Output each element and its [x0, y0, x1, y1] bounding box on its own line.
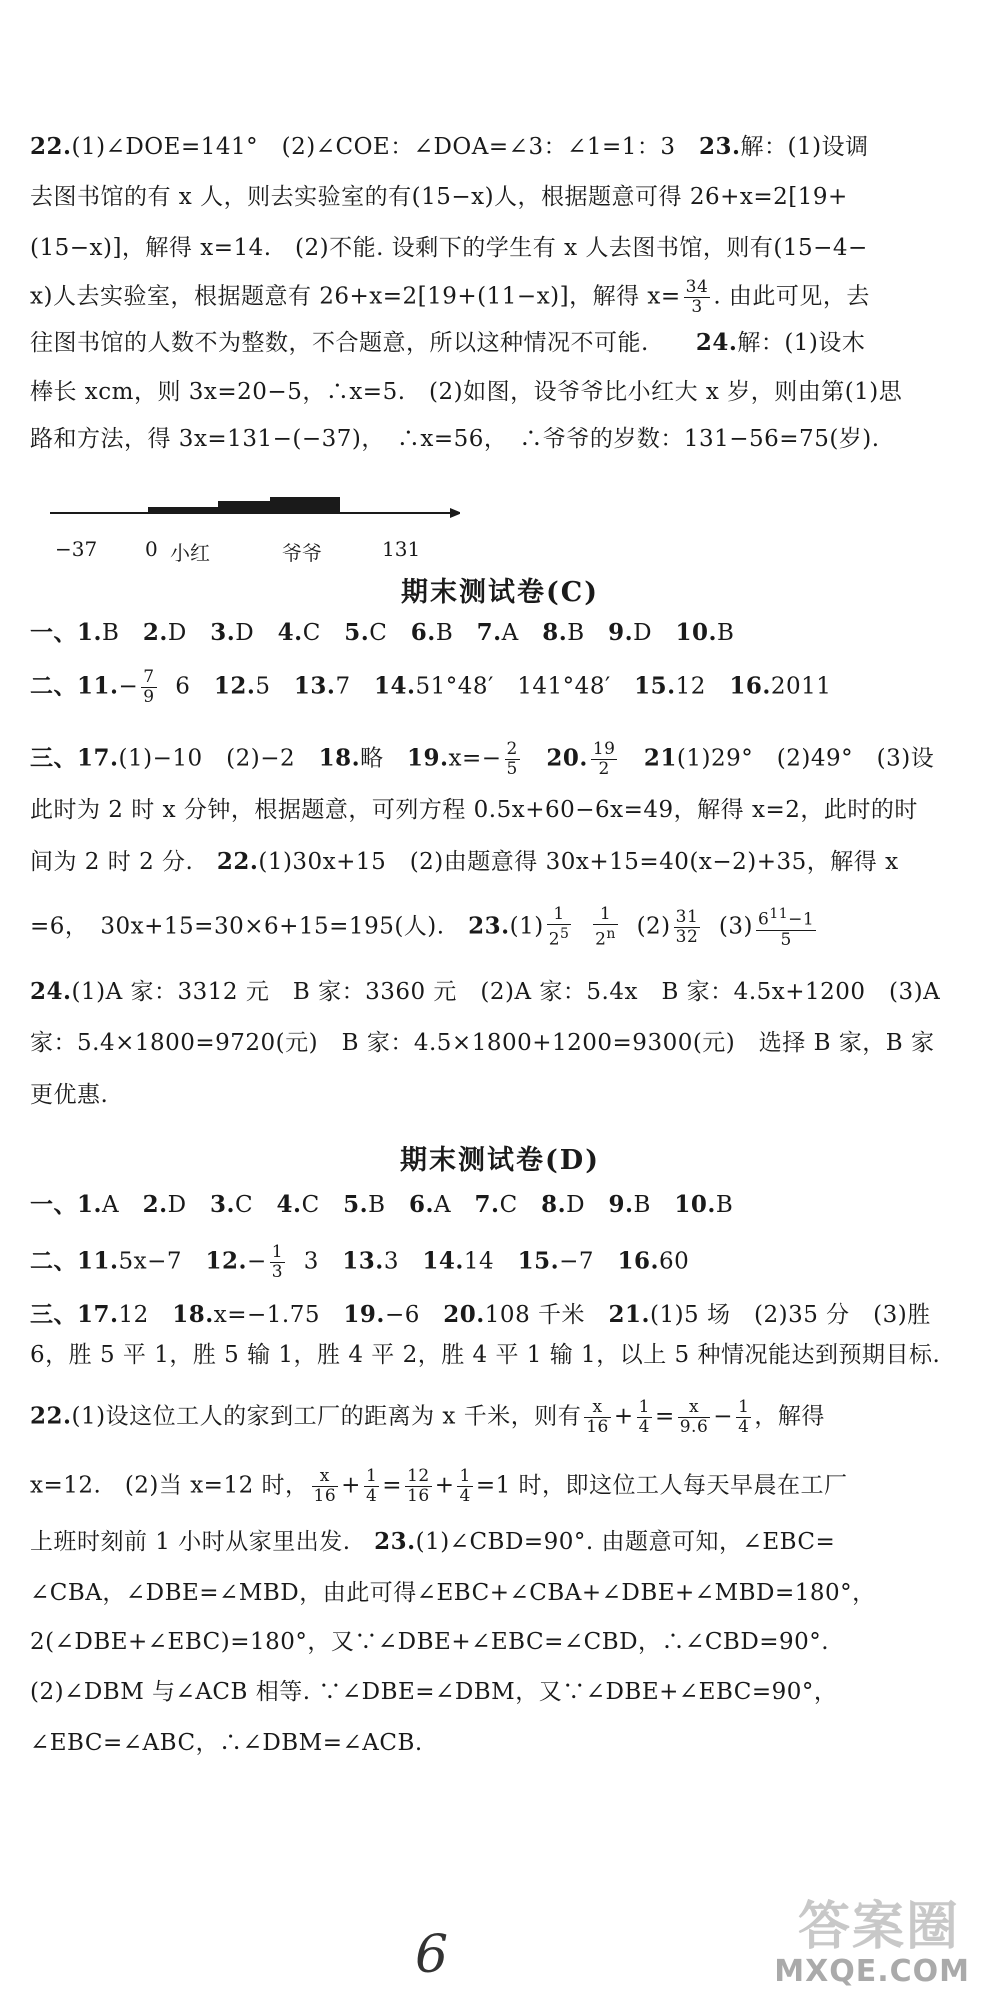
answer-line: x)人去实验室，根据题意有 26+x=2[19+(11−x)]，解得 x= $\frac{34}{3}$ . 由此可见，去 [30, 277, 870, 317]
answer-line: 去图书馆的有 x 人，则去实验室的有(15−x)人，根据题意可得 26+x=2[19+ [30, 184, 848, 210]
answer-line: 2(∠DBE+∠EBC)=180°，又∵∠DBE+∠EBC=∠CBD，∴∠CBD=90°. [30, 1629, 830, 1655]
fraction: $\frac{2}{5}$ [506, 739, 518, 779]
number-line-label: 小红 [170, 541, 210, 565]
section-title: 期末测试卷(D) [400, 1145, 600, 1176]
answer-row: 二、11.− $\frac{7}{9}$ 6 12.5 13.7 14.51°48′ 141°48′ 15.12 16.2011 [30, 667, 832, 707]
number-line-label: −37 [55, 537, 98, 561]
answer-line: 上班时刻前 1 小时从家里出发. 23.(1)∠CBD=90°. 由题意可知，∠EBC= [30, 1528, 836, 1555]
fraction: $\frac{x}{16}$ [313, 1466, 337, 1506]
number-line-label: 131 [382, 537, 421, 561]
answer-row: 三、17.12 18.x=−1.75 19.−6 20.108 千米 21.(1)5 场 (2)35 分 (3)胜 [30, 1301, 931, 1328]
answer-row: 一、1.A 2.D 3.C 4.C 5.B 6.A 7.C 8.D 9.B 10.B [30, 1191, 734, 1218]
segment-bar [270, 497, 340, 513]
number-line-figure [30, 495, 460, 565]
fraction: $\frac{31}{32}$ [675, 906, 699, 947]
fraction: $\frac{1}{3}$ [271, 1242, 284, 1282]
answer-line: =6， 30x+15=30×6+15=195(人). 23.(1) $\frac{1}{2^5}$ $\frac{1}{2^n}$ (2) $\frac{31}{32}$ (3) $\frac{6^{11}-1}{5}$ [30, 904, 815, 950]
answer-line: (15−x)]，解得 x=14. (2)不能. 设剩下的学生有 x 人去图书馆，则有(15−4− [30, 235, 868, 261]
answer-row: 三、17.(1)−10 (2)−2 18.略 19.x=− $\frac{2}{5}$ 20. $\frac{19}{2}$ 21(1)29° (2)49° (3)设 [30, 739, 935, 779]
answer-line: 6，胜 5 平 1，胜 5 输 1，胜 4 平 2，胜 4 平 1 输 1，以上 5 种情况能达到预期目标. [30, 1342, 941, 1368]
fraction: $\frac{x}{9.6}$ [679, 1397, 709, 1437]
watermark-site-text: MXQE.COM [774, 1954, 970, 1989]
answer-line: x=12. (2)当 x=12 时， $\frac{x}{16}$ + $\frac{1}{4}$ = $\frac{12}{16}$ + $\frac{1}{4}$ =1 时，即这位工人每天早晨在工厂 [30, 1466, 848, 1506]
fraction: $\frac{1}{4}$ [638, 1397, 650, 1437]
fraction: $\frac{6^{11}-1}{5}$ [758, 906, 815, 950]
fraction: $\frac{12}{16}$ [407, 1466, 430, 1506]
answer-line: ∠CBA，∠DBE=∠MBD，由此可得∠EBC+∠CBA+∠DBE+∠MBD=180°， [30, 1580, 876, 1606]
fraction: $\frac{7}{9}$ [143, 667, 155, 707]
watermark-logo [774, 1894, 970, 1989]
page-number: 6 [415, 1925, 449, 1985]
number-line-label: 爷爷 [282, 541, 322, 565]
fraction: $\frac{1}{2^n}$ [595, 904, 616, 950]
fraction: $\frac{1}{2^5}$ [548, 904, 570, 950]
answer-line: 棒长 xcm，则 3x=20−5，∴x=5. (2)如图，设爷爷比小红大 x 岁，则由第(1)思 [30, 379, 903, 405]
answer-line: (2)∠DBM 与∠ACB 相等. ∵∠DBE=∠DBM，又∵∠DBE+∠EBC=90°， [30, 1679, 838, 1705]
answer-line: 路和方法，得 3x=131−(−37)， ∴x=56， ∴爷爷的岁数：131−56=75(岁). [30, 426, 880, 452]
answer-line: 往图书馆的人数不为整数，不合题意，所以这种情况不可能. 24.解：(1)设木 [30, 329, 866, 356]
answer-line: ∠EBC=∠ABC，∴∠DBM=∠ACB. [30, 1730, 423, 1756]
section-title: 期末测试卷(C) [400, 577, 600, 608]
answer-line: 22.(1)∠DOE=141° (2)∠COE：∠DOA=∠3：∠1=1：3 23.解：(1)设调 [30, 133, 869, 160]
answer-line: 22.(1)设这位工人的家到工厂的距离为 x 千米，则有 $\frac{x}{16}$ + $\frac{1}{4}$ = $\frac{x}{9.6}$ − $\frac{1}{4}$ ，解得 [30, 1397, 825, 1437]
number-line [30, 495, 460, 535]
fraction: $\frac{34}{3}$ [685, 277, 709, 317]
watermark-logo-text: 答案圈 [797, 1897, 960, 1957]
answer-row: 二、11.5x−7 12.− $\frac{1}{3}$ 3 13.3 14.14 15.−7 16.60 [30, 1242, 690, 1282]
answer-line: 更优惠. [30, 1082, 109, 1108]
fraction: $\frac{x}{16}$ [586, 1397, 609, 1437]
number-line-label: 0 [145, 537, 158, 561]
fraction: $\frac{1}{4}$ [365, 1466, 378, 1506]
fraction: $\frac{1}{4}$ [738, 1397, 750, 1437]
fraction: $\frac{19}{2}$ [592, 739, 616, 779]
fraction: $\frac{1}{4}$ [459, 1466, 471, 1506]
answer-row: 一、1.B 2.D 3.D 4.C 5.C 6.B 7.A 8.B 9.D 10.B [30, 619, 735, 646]
arrow-icon [450, 508, 460, 518]
answer-line: 家：5.4×1800=9720(元) B 家：4.5×1800+1200=9300(元) 选择 B 家，B 家 [30, 1030, 935, 1056]
answer-line: 24.(1)A 家：3312 元 B 家：3360 元 (2)A 家：5.4x B 家：4.5x+1200 (3)A [30, 978, 941, 1005]
answer-line: 此时为 2 时 x 分钟，根据题意，可列方程 0.5x+60−6x=49，解得 x=2，此时的时 [30, 797, 918, 823]
answer-line: 间为 2 时 2 分. 22.(1)30x+15 (2)由题意得 30x+15=40(x−2)+35，解得 x [30, 848, 899, 875]
